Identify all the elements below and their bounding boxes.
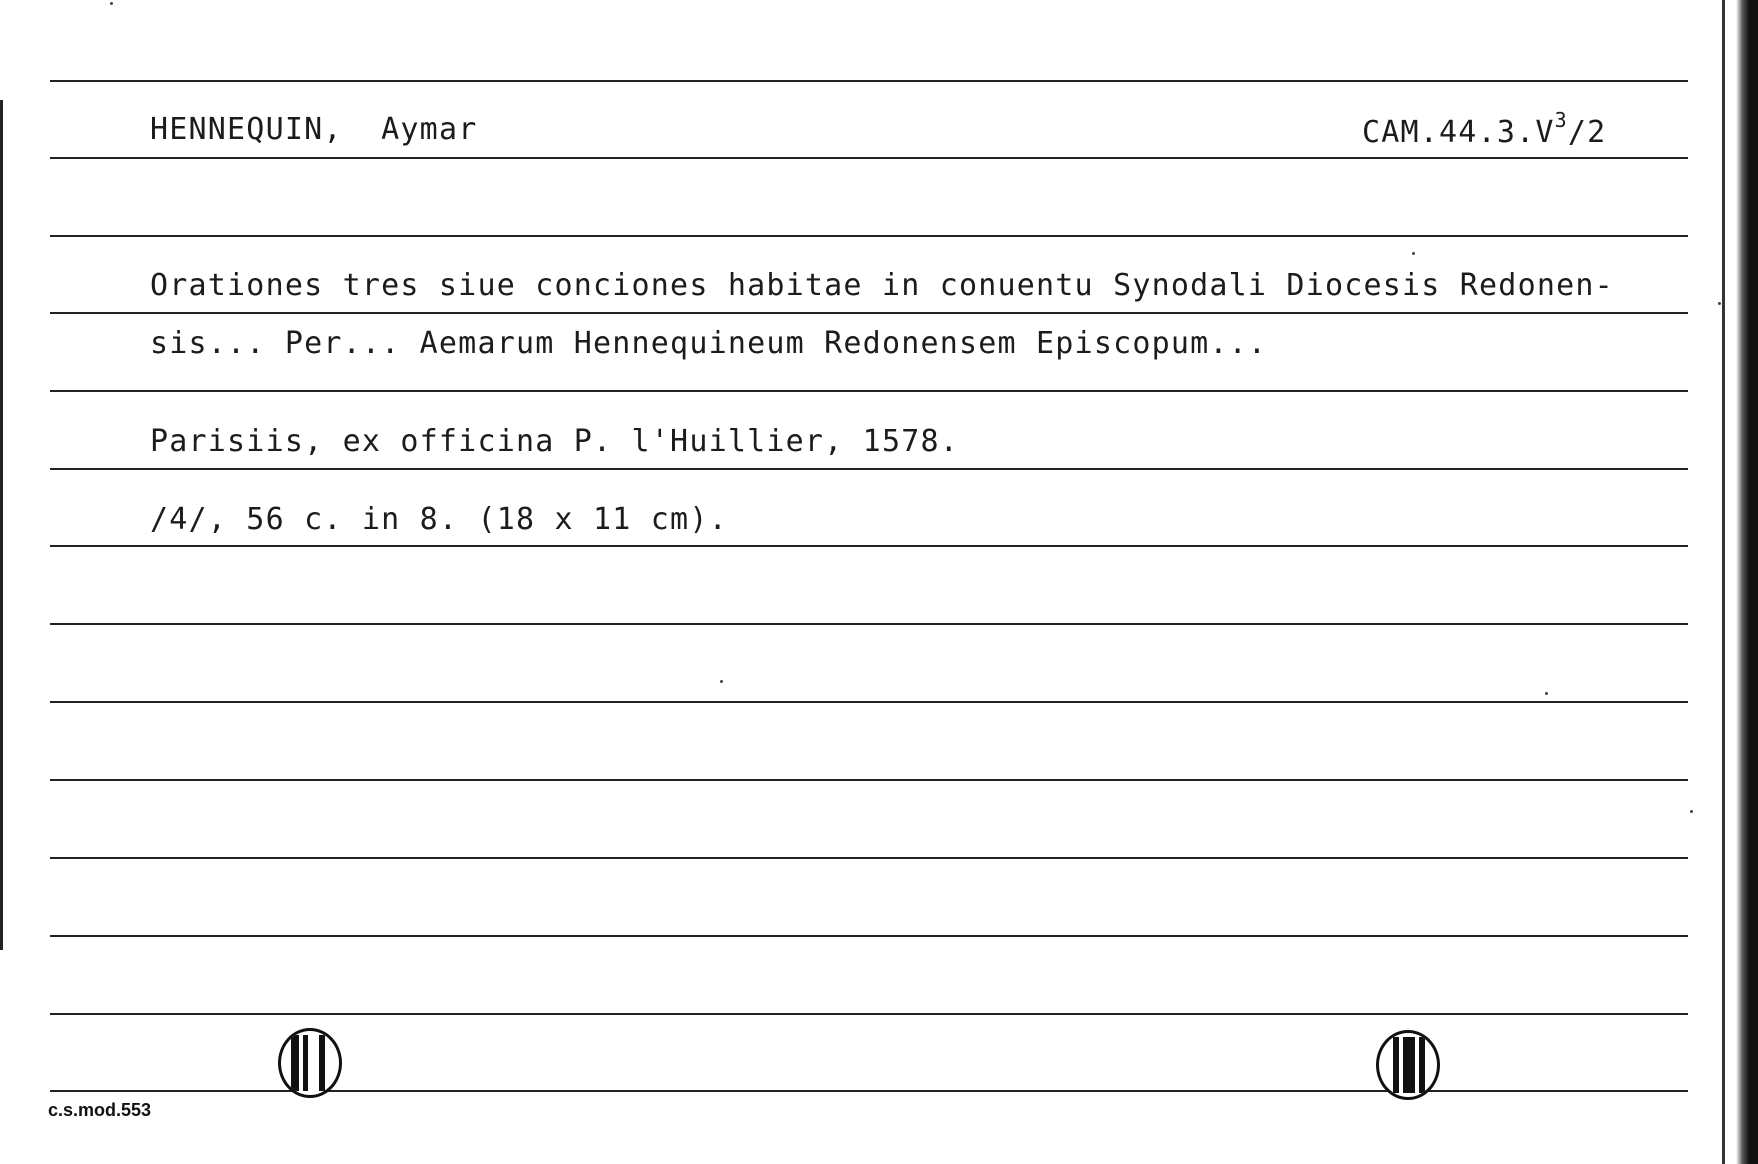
- ruled-line: [50, 235, 1688, 237]
- author-surname: HENNEQUIN,: [150, 112, 343, 147]
- ruled-line: [50, 935, 1688, 937]
- card-left-edge: [0, 100, 3, 950]
- ruled-line: [50, 623, 1688, 625]
- ruled-line: [50, 390, 1688, 392]
- shelfmark-suffix: /2: [1567, 115, 1607, 150]
- shelfmark-main: CAM.44.3.V: [1362, 115, 1555, 150]
- ruled-line: [50, 468, 1688, 470]
- speck: [1412, 252, 1415, 255]
- ruled-line: [50, 157, 1688, 159]
- ruled-line: [50, 857, 1688, 859]
- author-forename: Aymar: [381, 112, 478, 147]
- collation-line: /4/, 56 c. in 8. (18 x 11 cm).: [150, 502, 728, 537]
- speck: [1718, 302, 1721, 305]
- speck: [720, 680, 723, 683]
- form-code: c.s.mod.553: [48, 1100, 152, 1120]
- ruled-line: [50, 1013, 1688, 1015]
- ruled-line: [50, 779, 1688, 781]
- speck: [1690, 810, 1693, 813]
- punch-hole-right: [1376, 1030, 1440, 1100]
- card-right-edge: [1722, 0, 1758, 1164]
- speck: [110, 2, 113, 5]
- author-heading: [150, 112, 477, 147]
- shelfmark: [1362, 108, 1607, 150]
- ruled-line: [50, 312, 1688, 314]
- ruled-line: [50, 80, 1688, 82]
- ruled-line: [50, 545, 1688, 547]
- punch-hole-left: [278, 1028, 342, 1098]
- imprint-line: Parisiis, ex officina P. l'Huillier, 1578.: [150, 424, 959, 459]
- title-line-2: sis... Per... Aemarum Hennequineum Redonensem Episcopum...: [150, 326, 1268, 361]
- ruled-line: [50, 701, 1688, 703]
- title-line-1: Orationes tres siue conciones habitae in conuentu Synodali Diocesis Redonen-: [150, 268, 1614, 303]
- shelfmark-superscript: 3: [1554, 108, 1568, 132]
- speck: [1545, 692, 1548, 695]
